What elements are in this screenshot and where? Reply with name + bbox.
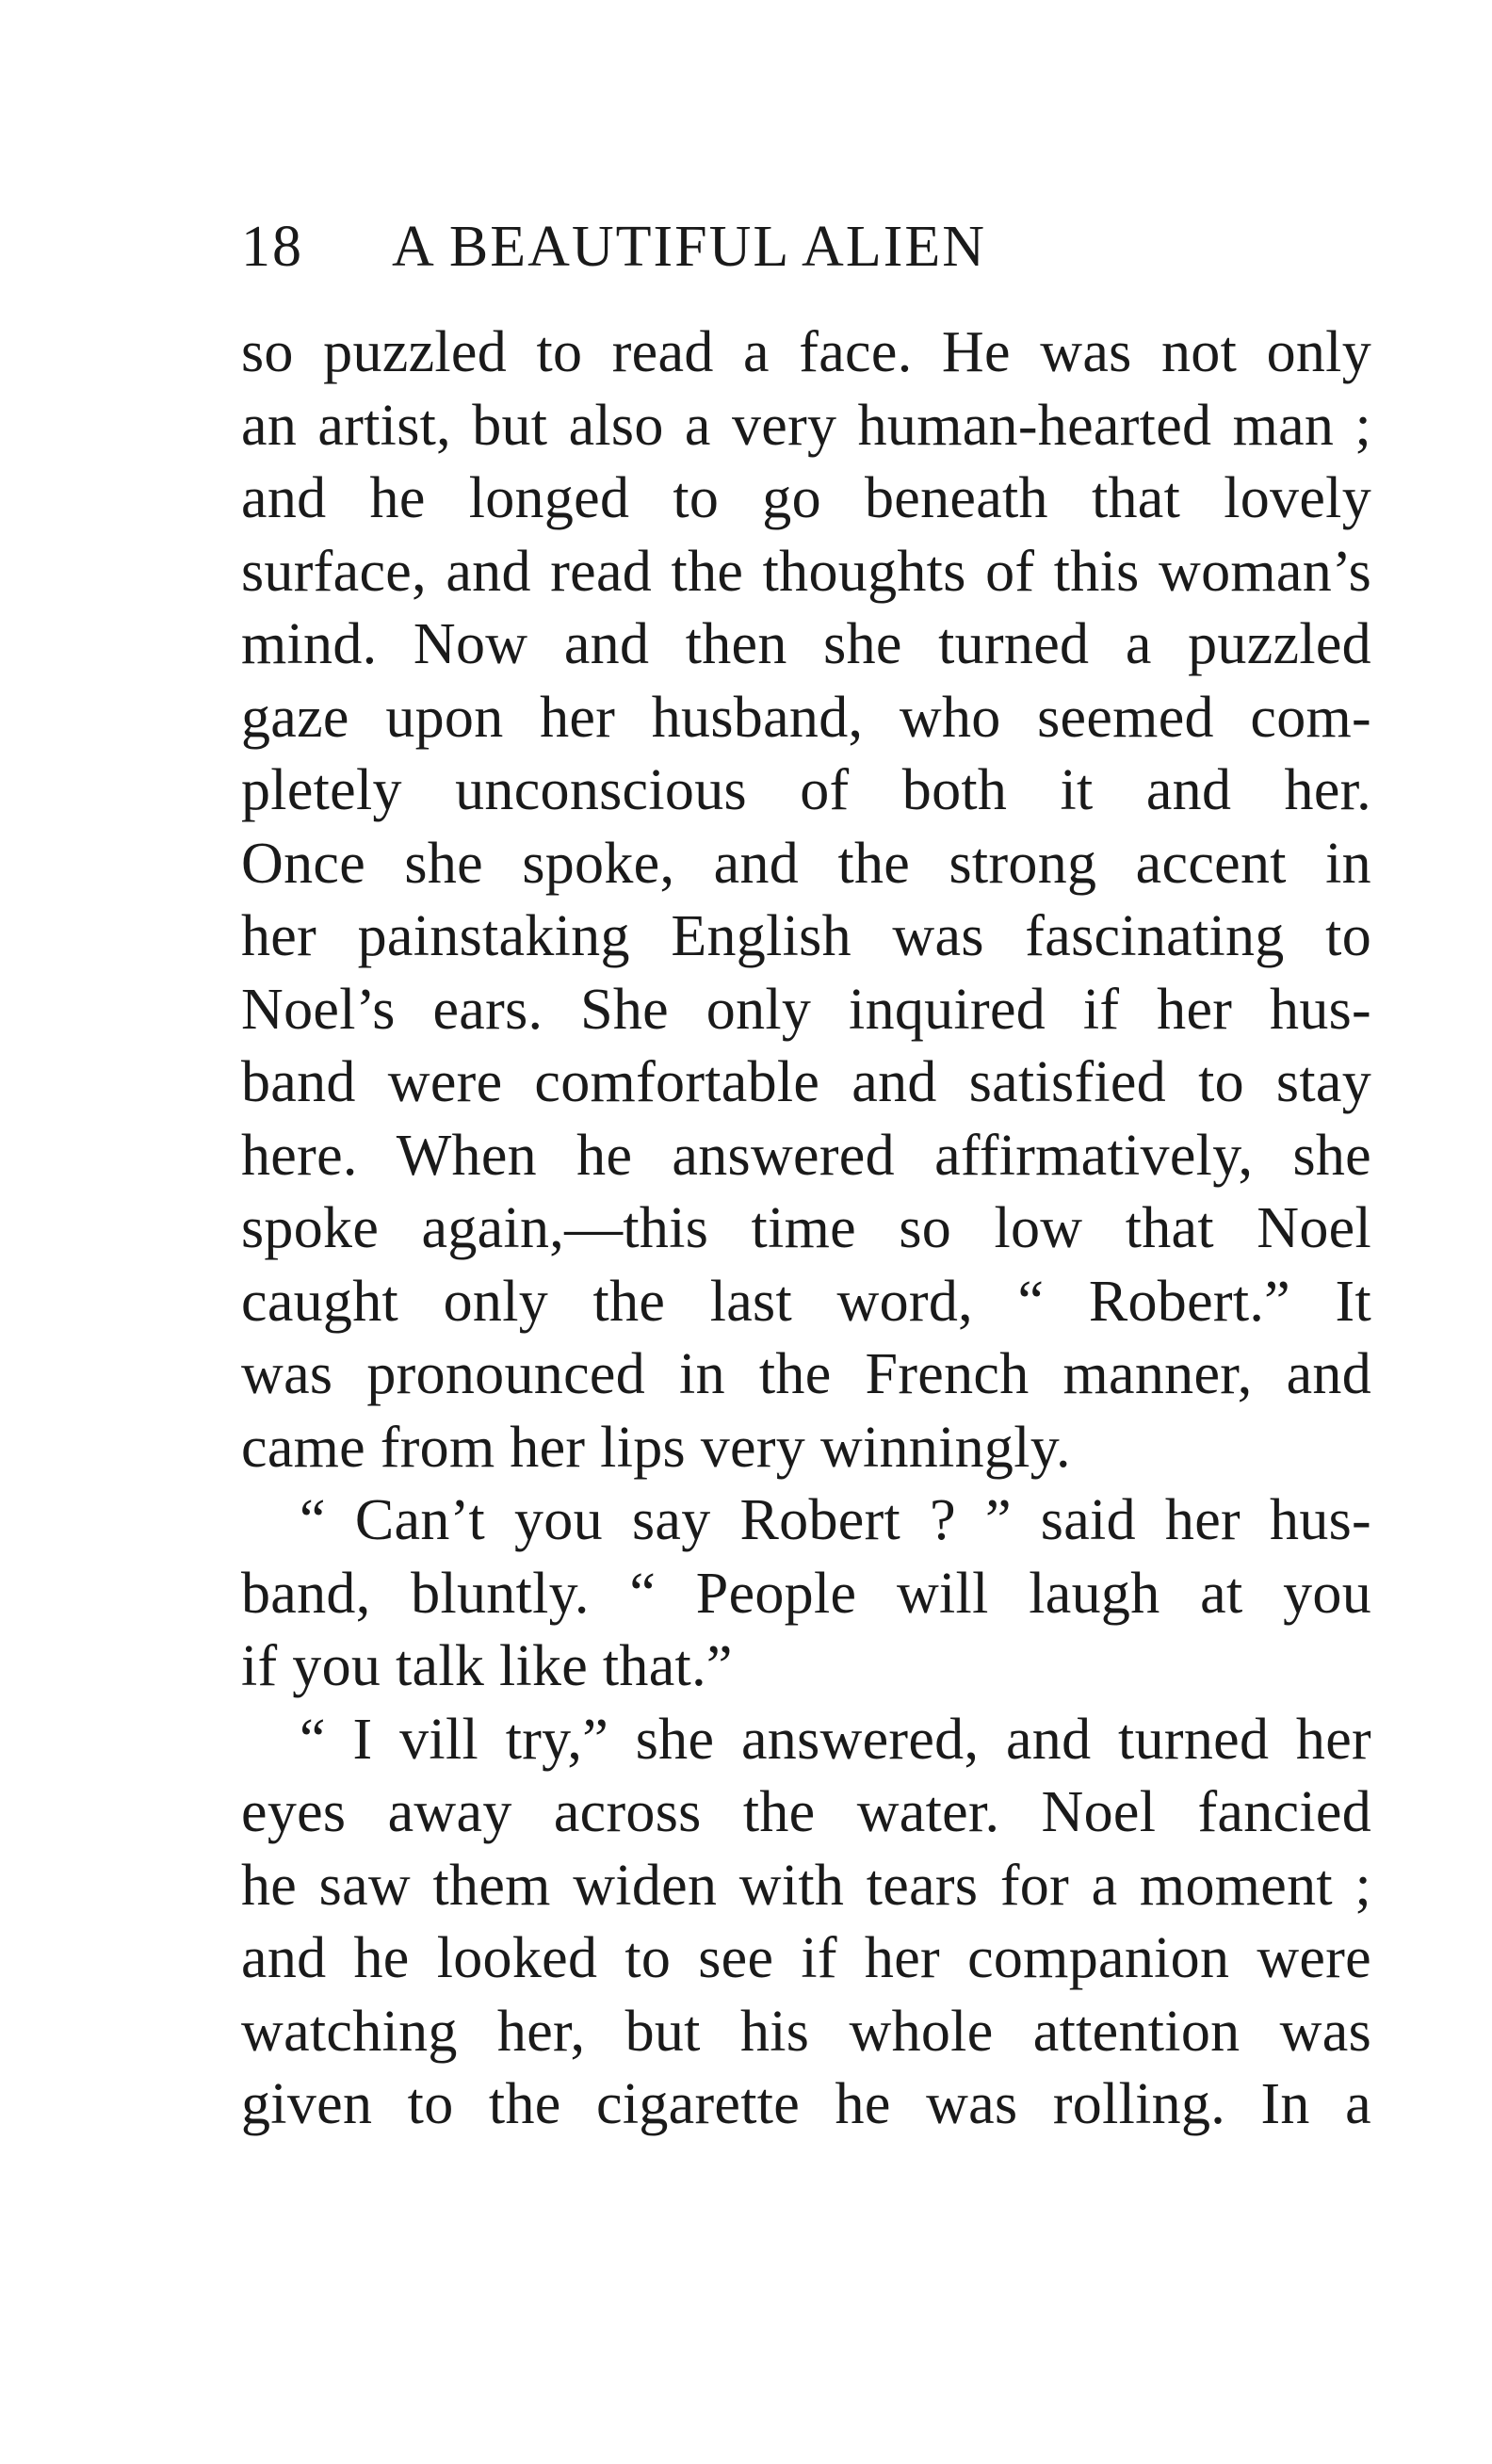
text-line: eyes away across the water. Noel fancied: [241, 1780, 1371, 1844]
text-line: Once she spoke, and the strong accent in: [241, 831, 1371, 896]
text-line: pletely unconscious of both it and her.: [241, 758, 1371, 822]
text-line: mind. Now and then she turned a puzzled: [241, 612, 1371, 676]
text-line: surface, and read the thoughts of this woman’s: [241, 539, 1371, 604]
text-line: he saw them widen with tears for a moment ;: [241, 1853, 1371, 1918]
text-line: “ Can’t you say Robert ? ” said her hus-: [300, 1488, 1371, 1552]
text-line: caught only the last word, “ Robert.” It: [241, 1269, 1371, 1334]
text-line: an artist, but also a very human-hearted man ;: [241, 393, 1371, 458]
text-line: given to the cigarette he was rolling. In a: [241, 2072, 1371, 2136]
text-line: Noel’s ears. She only inquired if her hus-: [241, 977, 1371, 1042]
body-text: [241, 316, 1371, 2142]
text-line: and he looked to see if her companion were: [241, 1926, 1371, 1990]
text-line: so puzzled to read a face. He was not only: [241, 320, 1371, 384]
text-line: and he longed to go beneath that lovely: [241, 466, 1371, 530]
text-line: here. When he answered affirmatively, she: [241, 1123, 1371, 1188]
text-line: if you talk like that.”: [241, 1634, 733, 1698]
page-number: 18: [241, 215, 303, 279]
text-line: was pronounced in the French manner, and: [241, 1342, 1371, 1406]
text-line: gaze upon her husband, who seemed com-: [241, 685, 1371, 750]
text-line: watching her, but his whole attention was: [241, 1999, 1371, 2064]
running-title: A BEAUTIFUL ALIEN: [392, 215, 986, 279]
running-head: [241, 209, 1371, 284]
text-line: band, bluntly. “ People will laugh at you: [241, 1561, 1371, 1626]
text-line: band were comfortable and satisfied to stay: [241, 1050, 1371, 1114]
text-line: came from her lips very winningly.: [241, 1415, 1071, 1480]
text-line: spoke again,—this time so low that Noel: [241, 1196, 1371, 1260]
text-line: “ I vill try,” she answered, and turned her: [300, 1707, 1371, 1772]
text-line: her painstaking English was fascinating to: [241, 904, 1371, 968]
